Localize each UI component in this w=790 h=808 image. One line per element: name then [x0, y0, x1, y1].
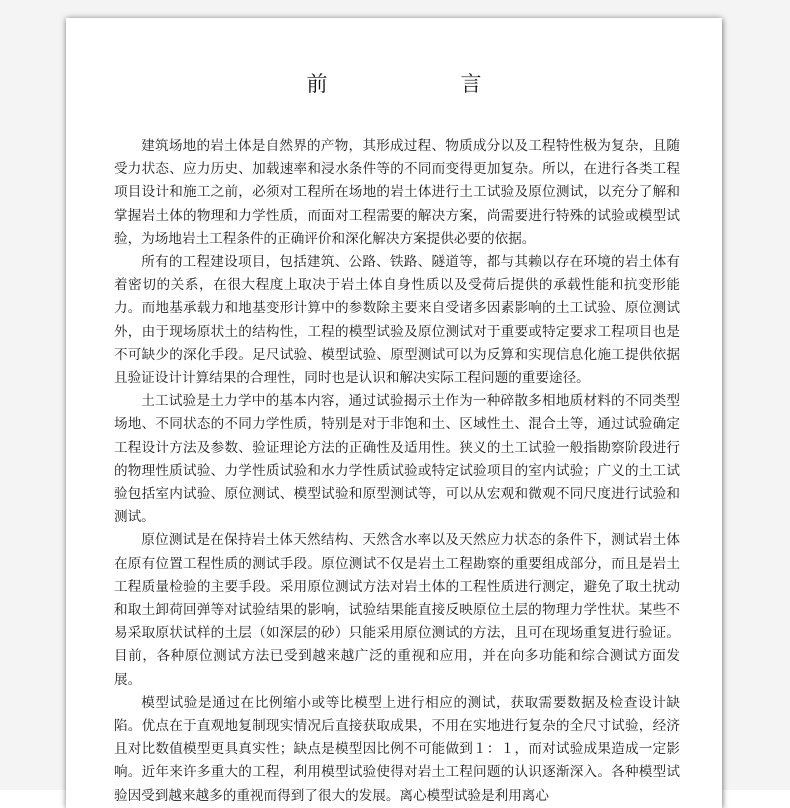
page-title: 前 言 — [306, 72, 538, 96]
paragraph: 模型试验是通过在比例缩小或等比模型上进行相应的测试，获取需要数据及检查设计缺陷。优点在于直观地复制现实情况后直接获取成果，不用在实地进行复杂的全尺寸试验，经济且对比数值模型更具真实性；缺点是模型因比例不可能做到１：１，而对试验成果造成一定影响。近年来许多重大的工程，利用模型试验使得对岩土工程问题的认识逐渐深入。各种模型试验因受到越来越多的重视而得到了很大的发展。离心模型试验是利用离心 — [114, 694, 680, 804]
body-text — [114, 135, 680, 808]
document-page — [66, 18, 722, 808]
paragraph: 土工试验是土力学中的基本内容，通过试验揭示土作为一种碎散多相地质材料的不同类型场地、不同状态的不同力学性质，特别是对于非饱和土、区域性土、混合土等，通过试验确定工程设计方法及参数、验证理论方法的正确性及适用性。狭义的土工试验一般指勘察阶段进行的物理性质试验、力学性质试验和水力学性质试验或特定试验项目的室内试验；广义的土工试验包括室内试验、原位测试、模型试验和原型测试等，可以从宏观和微观不同尺度进行试验和测试。 — [114, 393, 680, 526]
paragraph: 原位测试是在保持岩土体天然结构、天然含水率以及天然应力状态的条件下，测试岩土体在原有位置工程性质的测试手段。原位测试不仅是岩土工程勘察的重要组成部分，而且是岩土工程质量检验的主要手段。采用原位测试方法对岩土体的工程性质进行测定，避免了取土扰动和取土卸荷回弹等对试验结果的影响，试验结果能直接反映原位土层的物理力学性状。某些不易采取原状试样的土层（如深层的砂）只能采用原位测试的方法，且可在现场重复进行验证。目前，各种原位测试方法已受到越来越广泛的重视和应用，并在向多功能和综合测试方面发展。 — [114, 532, 680, 688]
paragraph: 所有的工程建设项目，包括建筑、公路、铁路、隧道等，都与其赖以存在环境的岩土体有着密切的关系，在很大程度上取决于岩土体自身性质以及受荷后提供的承载性能和抗变形能力。而地基承载力和地基变形计算中的参数除主要来自受诸多因素影响的土工试验、原位测试外，由于现场原状土的结构性，工程的模型试验及原位测试对于重要或特定要求工程项目也是不可缺少的深化手段。足尺试验、模型试验、原型测试可以为反算和实现信息化施工提供依据且验证设计计算结果的合理性，同时也是认识和解决实际工程问题的重要途径。 — [114, 254, 680, 387]
paragraph: 建筑场地的岩土体是自然界的产物，其形成过程、物质成分以及工程特性极为复杂，且随受力状态、应力历史、加载速率和浸水条件等的不同而变得更加复杂。所以，在进行各类工程项目设计和施工之前，必须对工程所在场地的岩土体进行土工试验及原位测试，以充分了解和掌握岩土体的物理和力学性质，而面对工程需要的解决方案，尚需要进行特殊的试验或模型试验，为场地岩土工程条件的正确评价和深化解决方案提供必要的依据。 — [114, 138, 680, 247]
